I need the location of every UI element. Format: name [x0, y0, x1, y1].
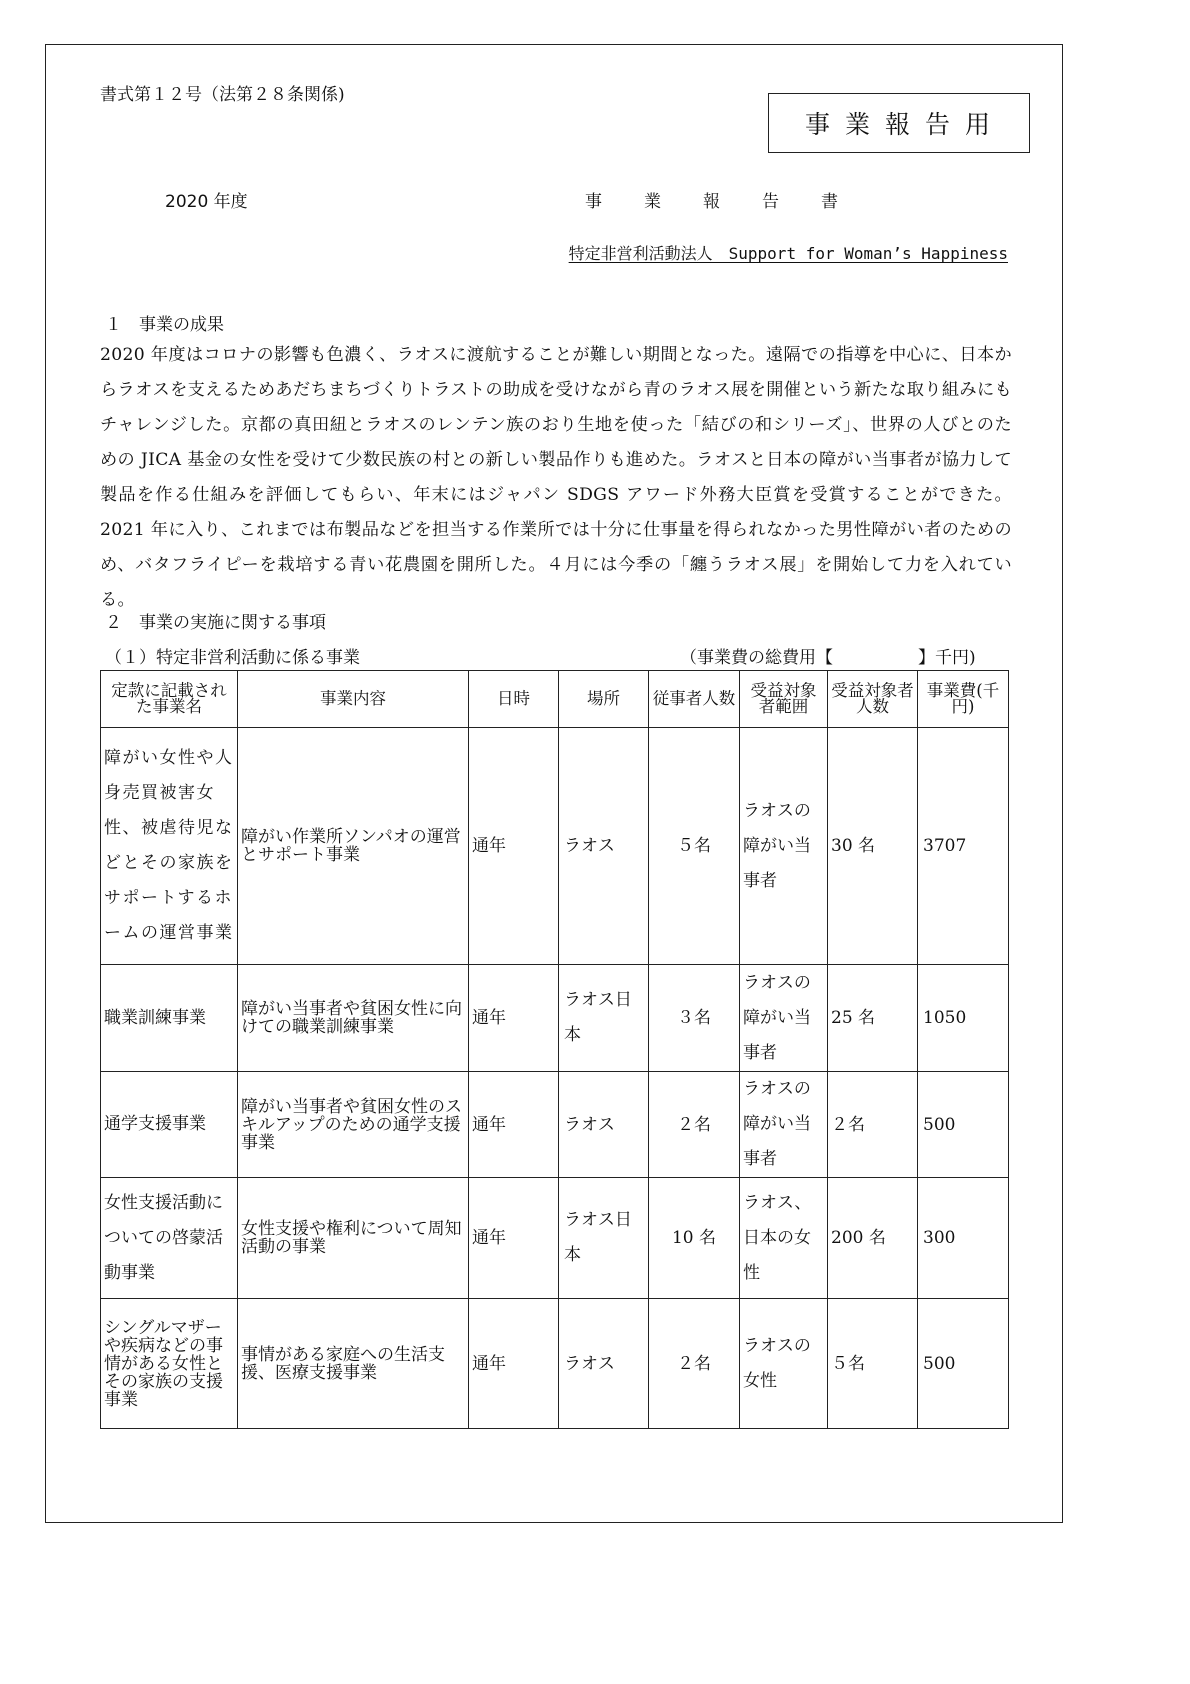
section-heading-implementation: ２ 事業の実施に関する事項: [105, 613, 326, 633]
fiscal-year: 2020 年度: [165, 192, 248, 212]
beneficiary-count-cell: ５名: [828, 1299, 918, 1429]
cost-cell: 3707: [918, 728, 1009, 965]
beneficiary-scope-cell: ラオス、日本の女性: [740, 1178, 828, 1299]
table-row: [101, 1072, 1009, 1178]
staff-count-cell: ２名: [649, 1299, 740, 1429]
table-row: [101, 728, 1009, 965]
cost-cell: 500: [918, 1072, 1009, 1178]
subsection-heading: （１）特定非営利活動に係る事業: [105, 648, 360, 668]
document-title: 事業報告書: [585, 192, 880, 212]
header-staff-count: 従事者人数: [649, 671, 740, 728]
table-row: [101, 965, 1009, 1072]
business-table: [100, 670, 1009, 1429]
place-cell: ラオス日本: [559, 965, 649, 1072]
section-heading-results: １ 事業の成果: [105, 315, 224, 335]
business-name-cell: 通学支援事業: [101, 1072, 238, 1178]
date-cell: 通年: [469, 728, 559, 965]
cost-cell: 1050: [918, 965, 1009, 1072]
table-row: [101, 1299, 1009, 1429]
beneficiary-count-cell: 30 名: [828, 728, 918, 965]
organization-name: 特定非営利活動法人 Support for Woman’s Happiness: [568, 244, 1008, 263]
business-content-cell: 障がい当事者や貧困女性のスキルアップのための通学支援事業: [238, 1072, 469, 1178]
place-cell: ラオス: [559, 728, 649, 965]
place-cell: ラオス: [559, 1299, 649, 1429]
staff-count-cell: 10 名: [649, 1178, 740, 1299]
header-business-content: 事業内容: [238, 671, 469, 728]
business-name-cell: シングルマザーや疾病などの事情がある女性とその家族の支援事業: [101, 1299, 238, 1429]
beneficiary-scope-cell: ラオスの障がい当事者: [740, 965, 828, 1072]
business-content-cell: 事情がある家庭への生活支援、医療支援事業: [238, 1299, 469, 1429]
place-cell: ラオス: [559, 1072, 649, 1178]
beneficiary-scope-cell: ラオスの障がい当事者: [740, 1072, 828, 1178]
beneficiary-count-cell: 25 名: [828, 965, 918, 1072]
date-cell: 通年: [469, 1299, 559, 1429]
form-number: 書式第１２号（法第２８条関係): [100, 85, 345, 105]
beneficiary-count-cell: ２名: [828, 1072, 918, 1178]
beneficiary-count-cell: 200 名: [828, 1178, 918, 1299]
business-name-cell: 障がい女性や人身売買被害女性、被虐待児などとその家族をサポートするホームの運営事業: [101, 728, 238, 965]
business-name-cell: 職業訓練事業: [101, 965, 238, 1072]
date-cell: 通年: [469, 965, 559, 1072]
staff-count-cell: ５名: [649, 728, 740, 965]
table-row: [101, 1178, 1009, 1299]
header-beneficiary-scope: 受益対象者範囲: [740, 671, 828, 728]
total-cost-label: （事業費の総費用【 】千円): [680, 648, 976, 668]
beneficiary-scope-cell: ラオスの障がい当事者: [740, 728, 828, 965]
header-place: 場所: [559, 671, 649, 728]
stamp-label: 事業報告用: [768, 93, 1030, 153]
table-header-row: [101, 671, 1009, 728]
business-content-cell: 女性支援や権利について周知活動の事業: [238, 1178, 469, 1299]
cost-cell: 500: [918, 1299, 1009, 1429]
date-cell: 通年: [469, 1178, 559, 1299]
header-beneficiary-count: 受益対象者人数: [828, 671, 918, 728]
place-cell: ラオス日本: [559, 1178, 649, 1299]
header-business-name: 定款に記載された事業名: [101, 671, 238, 728]
results-paragraph: 2020 年度はコロナの影響も色濃く、ラオスに渡航することが難しい期間となった。遠隔での指導を中心に、日本からラオスを支えるためあだちまちづくりトラストの助成を受けながら青のラオス展を開催という新たな取り組みにもチャレンジした。京都の真田紐とラオスのレンテン族のおり生地を使った「結びの和シリーズ」、世界の人びとのための JICA 基金の女性を受けて少数民族の村との新しい製品作りも進めた。ラオスと日本の障がい当事者が協力して製品を作る仕組みを評価してもらい、年末にはジャパン SDGS アワード外務大臣賞を受賞することができた。2021 年に入り、これまでは布製品などを担当する作業所では十分に仕事量を得られなかった男性障がい者のためのめ、バタフライピーを栽培する青い花農園を開所した。４月には今季の「纏うラオス展」を開始して力を入れている。: [100, 345, 1012, 610]
beneficiary-scope-cell: ラオスの女性: [740, 1299, 828, 1429]
staff-count-cell: ２名: [649, 1072, 740, 1178]
cost-cell: 300: [918, 1178, 1009, 1299]
staff-count-cell: ３名: [649, 965, 740, 1072]
date-cell: 通年: [469, 1072, 559, 1178]
business-content-cell: 障がい当事者や貧困女性に向けての職業訓練事業: [238, 965, 469, 1072]
business-name-cell: 女性支援活動についての啓蒙活動事業: [101, 1178, 238, 1299]
header-cost: 事業費(千円): [918, 671, 1009, 728]
business-content-cell: 障がい作業所ソンパオの運営とサポート事業: [238, 728, 469, 965]
header-date: 日時: [469, 671, 559, 728]
